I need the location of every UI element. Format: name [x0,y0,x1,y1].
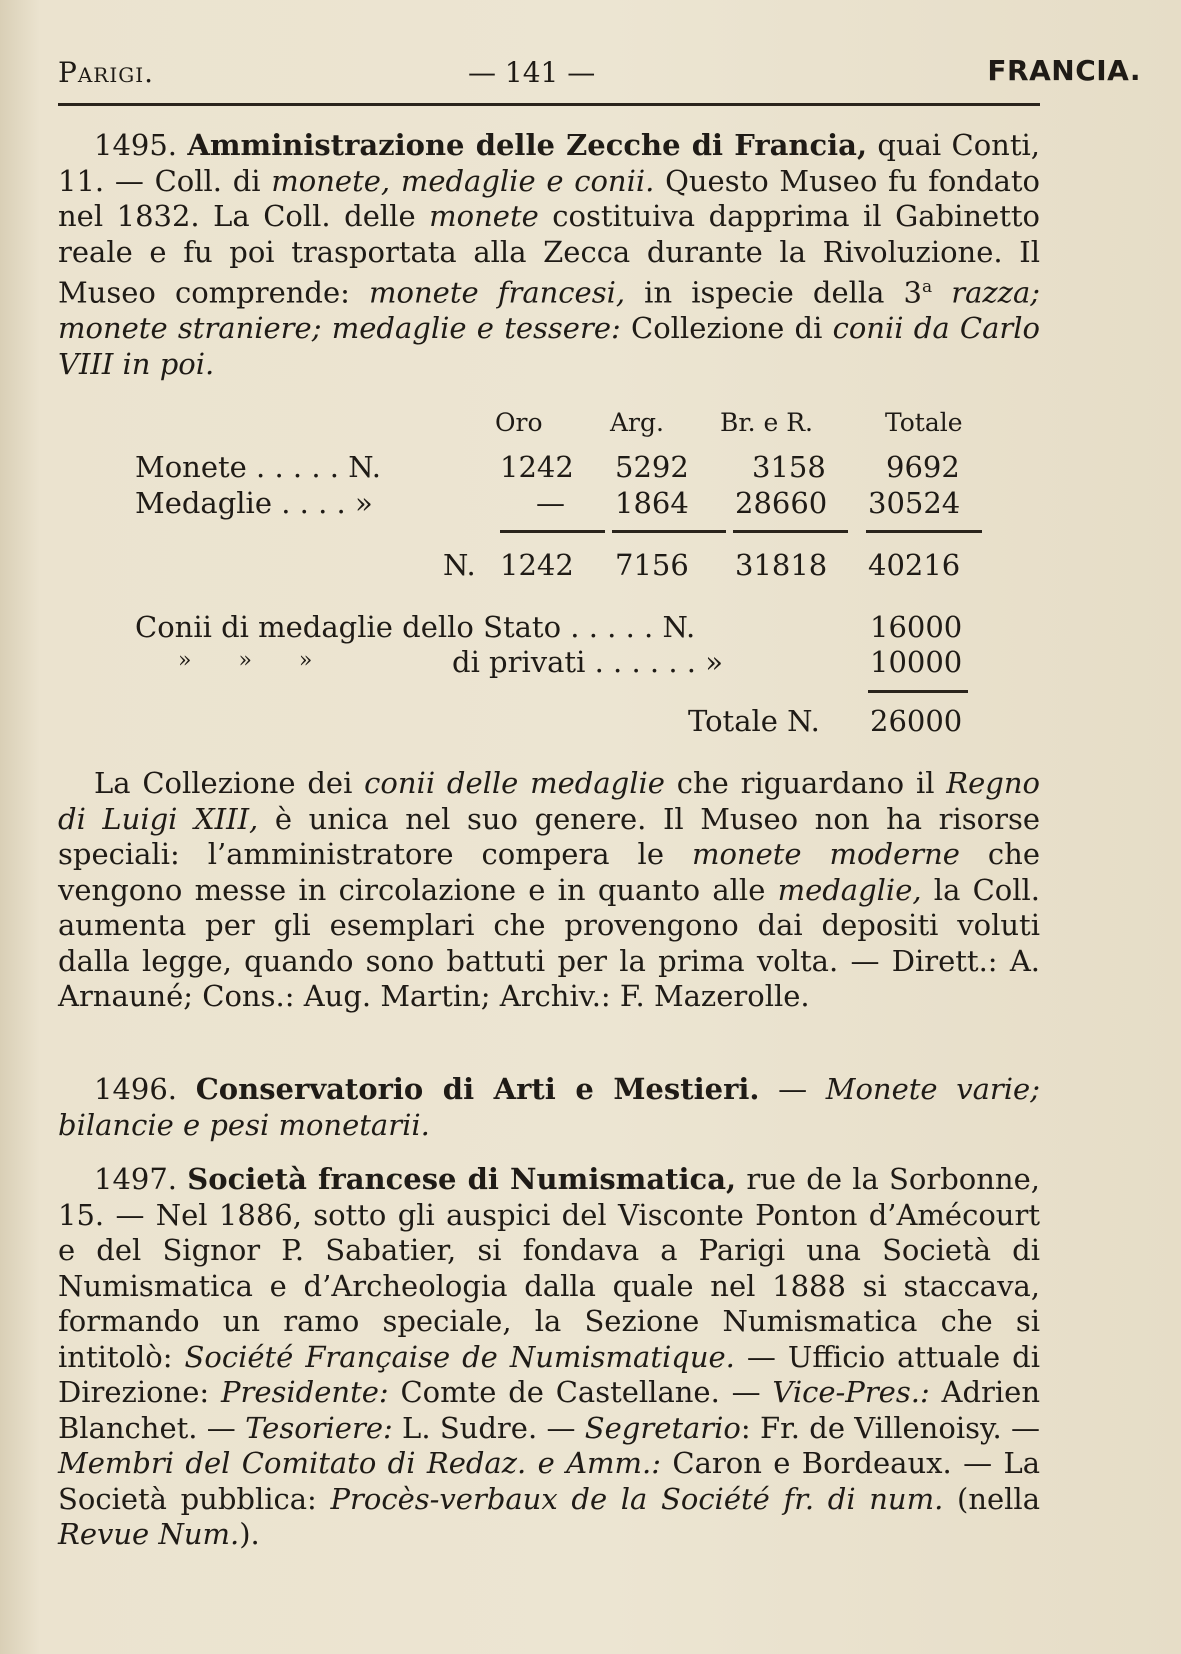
entry-italic: Monete varie; bilancie e pesi monetarii. [58,1072,1040,1142]
ditto-marks: » » » [178,648,313,673]
cell-monete-tot: 9692 [886,450,960,484]
entry-text: Comte de Castellane. — [388,1375,773,1409]
col-header-totale: Totale [885,408,963,437]
row-label-monete: Monete . . . . . N. [135,450,381,484]
page-header [58,52,1141,92]
entry-text: rue de la Sorbonne, 15. — Nel 1886, sotto gli auspici del Visconte Ponton d’Amécourt e del Signor P. Sabatier, si fondava a Parigi una Società di Numismatica e d’Archeologia dalla quale nel 1888 si staccava, formando un ramo speciale, la Sezione Numismatica che si intitolò: [58,1162,1040,1374]
col-header-oro: Oro [495,408,543,437]
sum-br: 31818 [735,548,828,582]
entry-text: (nella [943,1481,1040,1516]
total-rule [868,690,968,693]
para-italic: conii delle medaglie [364,766,665,800]
superscript: a [922,277,933,297]
entry-text: costituiva dapprima il Gabinetto reale e fu poi trasportata alla Zecca durante la Rivoluzione. Il Museo comprende: [58,199,1040,310]
entry-italic: razza; monete straniere; medaglie e tessere: [58,275,1041,346]
collection-paragraph [58,766,1040,1015]
entry-italic: Société Française de Numismatique. [184,1339,735,1374]
col-header-arg: Arg. [610,408,664,437]
entry-text: — Ufficio attuale di Direzione: [58,1339,1040,1409]
entry-title: Amministrazione delle Zecche di Francia, [187,128,868,162]
sum-rule-oro [500,530,605,533]
sum-rule-br [733,530,848,533]
sum-arg: 7156 [615,548,689,582]
sum-tot: 40216 [868,548,961,582]
cell-monete-br: 3158 [752,450,826,484]
cell-monete-arg: 5292 [615,450,689,484]
entry-1496 [58,1072,1040,1143]
entry-1497 [58,1162,1040,1553]
cell-monete-oro: 1242 [500,450,574,484]
header-city: Parigi. [58,56,155,89]
para-text: La Collezione dei [94,766,365,800]
entry-italic: Segretario [584,1410,741,1445]
header-rule [58,103,1040,106]
cell-medaglie-arg: 1864 [615,486,689,520]
sum-rule-arg [612,530,726,533]
sum-rule-tot [866,530,982,533]
cell-medaglie-br: 28660 [735,486,828,520]
para-italic: monete moderne [691,837,960,871]
col-header-br: Br. e R. [720,408,813,437]
sum-label: N. [443,548,476,582]
entry-number: 1496. [94,1072,178,1106]
entry-text: Collezione di [620,311,833,346]
entry-italic: Presidente: [220,1375,389,1409]
conii-privati-value: 10000 [870,645,963,679]
para-text: è unica nel suo genere. Il Museo non ha risorse speciali: l’amministratore compera le [58,801,1040,871]
row-label-medaglie: Medaglie . . . . » [135,486,373,520]
entry-number: 1497. [94,1162,178,1196]
entry-italic: Revue Num. [58,1517,240,1551]
para-text: che vengono messe in circolazione e in quanto alle [58,837,1040,907]
conii-privati-label: di privati . . . . . . » [452,645,723,679]
entry-text: Adrien Blanchet. — [58,1375,1040,1445]
entry-text: Caron e Bordeaux. — La Società pubblica: [58,1446,1040,1516]
entry-italic: monete francesi, [369,275,626,310]
para-italic: Regno di Luigi XIII, [58,766,1040,836]
sum-oro: 1242 [500,548,574,582]
entry-number: 1495. [94,128,178,162]
entry-title: Società francese di Numismatica, [187,1162,737,1196]
entry-title: Conservatorio di Arti e Mestieri. [195,1072,760,1106]
cell-medaglie-tot: 30524 [868,486,961,520]
entry-italic: monete, medaglie e conii. [271,163,655,198]
para-text: che riguardano il [664,766,947,800]
conii-stato-label: Conii di medaglie dello Stato . . . . . N. [135,610,696,644]
entry-text: L. Sudre. — [392,1410,585,1445]
cell-medaglie-oro: — [536,486,565,520]
page-number: — 141 — [468,56,596,89]
entry-italic: Vice-Pres.: [772,1375,930,1409]
header-country: FRANCIA. [987,54,1141,87]
entry-text: : Fr. de Villenoisy. — [740,1410,1041,1445]
entry-text: Questo Museo fu fondato nel 1832. La Coll. delle [58,163,1040,233]
entry-italic: Tesoriere: [245,1410,393,1445]
totale-value: 26000 [870,704,963,738]
entry-italic: Membri del Comitato di Redaz. e Amm.: [58,1446,662,1480]
entry-text: in ispecie della 3 [625,275,922,310]
entry-text: ). [239,1517,260,1551]
para-italic: medaglie, [777,872,922,907]
entry-italic: conii da Carlo VIII in poi. [58,311,1040,381]
entry-italic: monete [429,199,539,233]
para-text: la Coll. aumenta per gli esemplari che provengono dai depositi voluti dalla legge, quando sono battuti per la prima volta. — Dirett.: A. Arnauné; Cons.: Aug. Martin; Archiv.: F. Mazerolle. [58,872,1041,1013]
entry-text: — [759,1072,826,1106]
conii-stato-value: 16000 [870,610,963,644]
entry-1495 [58,128,1040,382]
totale-label: Totale N. [688,704,820,738]
entry-italic: Procès-verbaux de la Société fr. di num. [330,1481,944,1516]
entry-text: quai Conti, 11. — Coll. di [58,128,1040,198]
